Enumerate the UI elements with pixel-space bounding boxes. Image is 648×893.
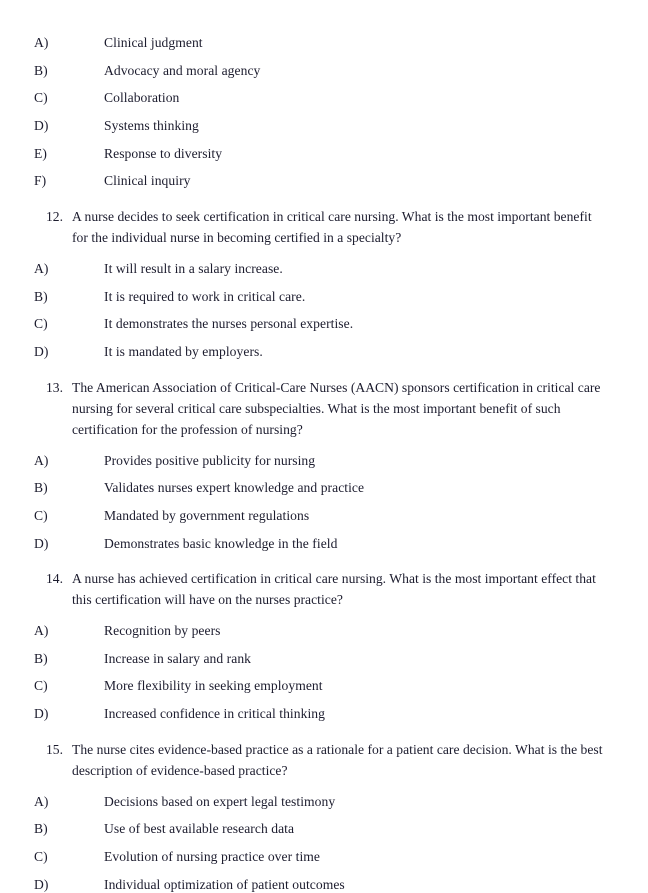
option-text: It demonstrates the nurses personal expertise.: [104, 316, 354, 332]
option-text: Mandated by government regulations: [104, 507, 310, 523]
option-text: More flexibility in seeking employment: [104, 678, 323, 694]
option-letter: B): [34, 821, 48, 837]
option-text: It will result in a salary increase.: [104, 260, 283, 276]
list-item[interactable]: [0, 260, 648, 278]
option-letter: D): [34, 344, 49, 359]
question-prompt: [0, 377, 648, 440]
option-text: Clinical inquiry: [104, 173, 191, 189]
option-letter: D): [34, 706, 49, 722]
option-letter: B): [34, 62, 48, 78]
question-text: The American Association of Critical-Care Nurses (AACN) sponsors certification in critical care nursing for several critical care subspecialties. What is the most important benefit of such certification for the profession of nursing?: [72, 379, 601, 437]
list-item[interactable]: [0, 288, 648, 306]
option-letter: D): [34, 535, 49, 551]
list-item[interactable]: [0, 793, 648, 811]
list-item[interactable]: [0, 535, 648, 553]
list-item[interactable]: [0, 89, 648, 107]
question-block-13: [0, 377, 648, 553]
option-text: Recognition by peers: [104, 623, 221, 639]
option-text: Provides positive publicity for nursing: [104, 452, 316, 468]
option-letter: B): [34, 480, 48, 496]
list-item[interactable]: [0, 62, 648, 80]
list-item[interactable]: [0, 34, 648, 52]
question-text: The nurse cites evidence-based practice as a rationale for a patient care decision. What is the best description of evidence-based practice?: [72, 741, 603, 778]
option-letter: A): [34, 793, 49, 809]
option-text: Decisions based on expert legal testimony: [104, 793, 336, 809]
option-letter: C): [34, 507, 48, 523]
leading-options-list: [0, 34, 648, 190]
list-item[interactable]: [0, 650, 648, 668]
option-text: Advocacy and moral agency: [104, 62, 261, 78]
option-text: Response to diversity: [104, 145, 223, 161]
option-text: Validates nurses expert knowledge and practice: [104, 480, 365, 496]
list-item[interactable]: [0, 145, 648, 163]
question-block-15: [0, 739, 648, 893]
list-item[interactable]: [0, 507, 648, 525]
option-letter: B): [34, 650, 48, 666]
options-list: [0, 622, 648, 723]
option-letter: D): [34, 118, 49, 134]
option-letter: C): [34, 678, 48, 694]
options-list: [0, 260, 648, 361]
question-number: 14.: [46, 571, 63, 587]
list-item[interactable]: [0, 315, 648, 333]
option-text: Increase in salary and rank: [104, 650, 252, 666]
option-text: Collaboration: [104, 90, 180, 106]
option-letter: A): [34, 35, 49, 50]
question-number: 15.: [46, 741, 63, 757]
option-letter: C): [34, 316, 48, 332]
option-text: It is mandated by employers.: [104, 344, 263, 359]
list-item[interactable]: [0, 622, 648, 640]
option-letter: C): [34, 90, 48, 106]
list-item[interactable]: [0, 343, 648, 361]
list-item[interactable]: [0, 452, 648, 470]
list-item[interactable]: [0, 820, 648, 838]
list-item[interactable]: [0, 876, 648, 893]
option-text: Evolution of nursing practice over time: [104, 849, 320, 864]
options-list: [0, 793, 648, 893]
question-text: A nurse decides to seek certification in critical care nursing. What is the most important benefit for the individual nurse in becoming certified in a specialty?: [72, 208, 592, 245]
option-text: Clinical judgment: [104, 35, 203, 50]
list-item[interactable]: [0, 172, 648, 190]
option-letter: A): [34, 452, 49, 468]
question-prompt: [0, 206, 648, 248]
list-item[interactable]: [0, 117, 648, 135]
option-letter: A): [34, 260, 49, 276]
option-text: Systems thinking: [104, 118, 199, 134]
question-number: 13.: [46, 379, 63, 395]
options-list: [0, 452, 648, 553]
list-item[interactable]: [0, 479, 648, 497]
question-prompt: [0, 568, 648, 610]
option-letter: D): [34, 876, 49, 892]
list-item[interactable]: [0, 705, 648, 723]
option-letter: B): [34, 288, 48, 304]
option-letter: F): [34, 173, 47, 189]
option-letter: E): [34, 145, 48, 161]
question-block-14: [0, 568, 648, 723]
question-block-12: [0, 206, 648, 361]
option-letter: C): [34, 849, 48, 864]
option-text: Use of best available research data: [104, 821, 295, 837]
question-prompt: [0, 739, 648, 781]
question-text: A nurse has achieved certification in critical care nursing. What is the most important effect that this certification will have on the nurses practice?: [72, 571, 596, 608]
question-number: 12.: [46, 208, 63, 224]
option-text: Increased confidence in critical thinking: [104, 706, 325, 722]
option-text: It is required to work in critical care.: [104, 288, 306, 304]
option-letter: A): [34, 623, 49, 639]
option-text: Individual optimization of patient outcomes: [104, 876, 345, 892]
option-text: Demonstrates basic knowledge in the field: [104, 535, 338, 551]
list-item[interactable]: [0, 677, 648, 695]
list-item[interactable]: [0, 848, 648, 866]
